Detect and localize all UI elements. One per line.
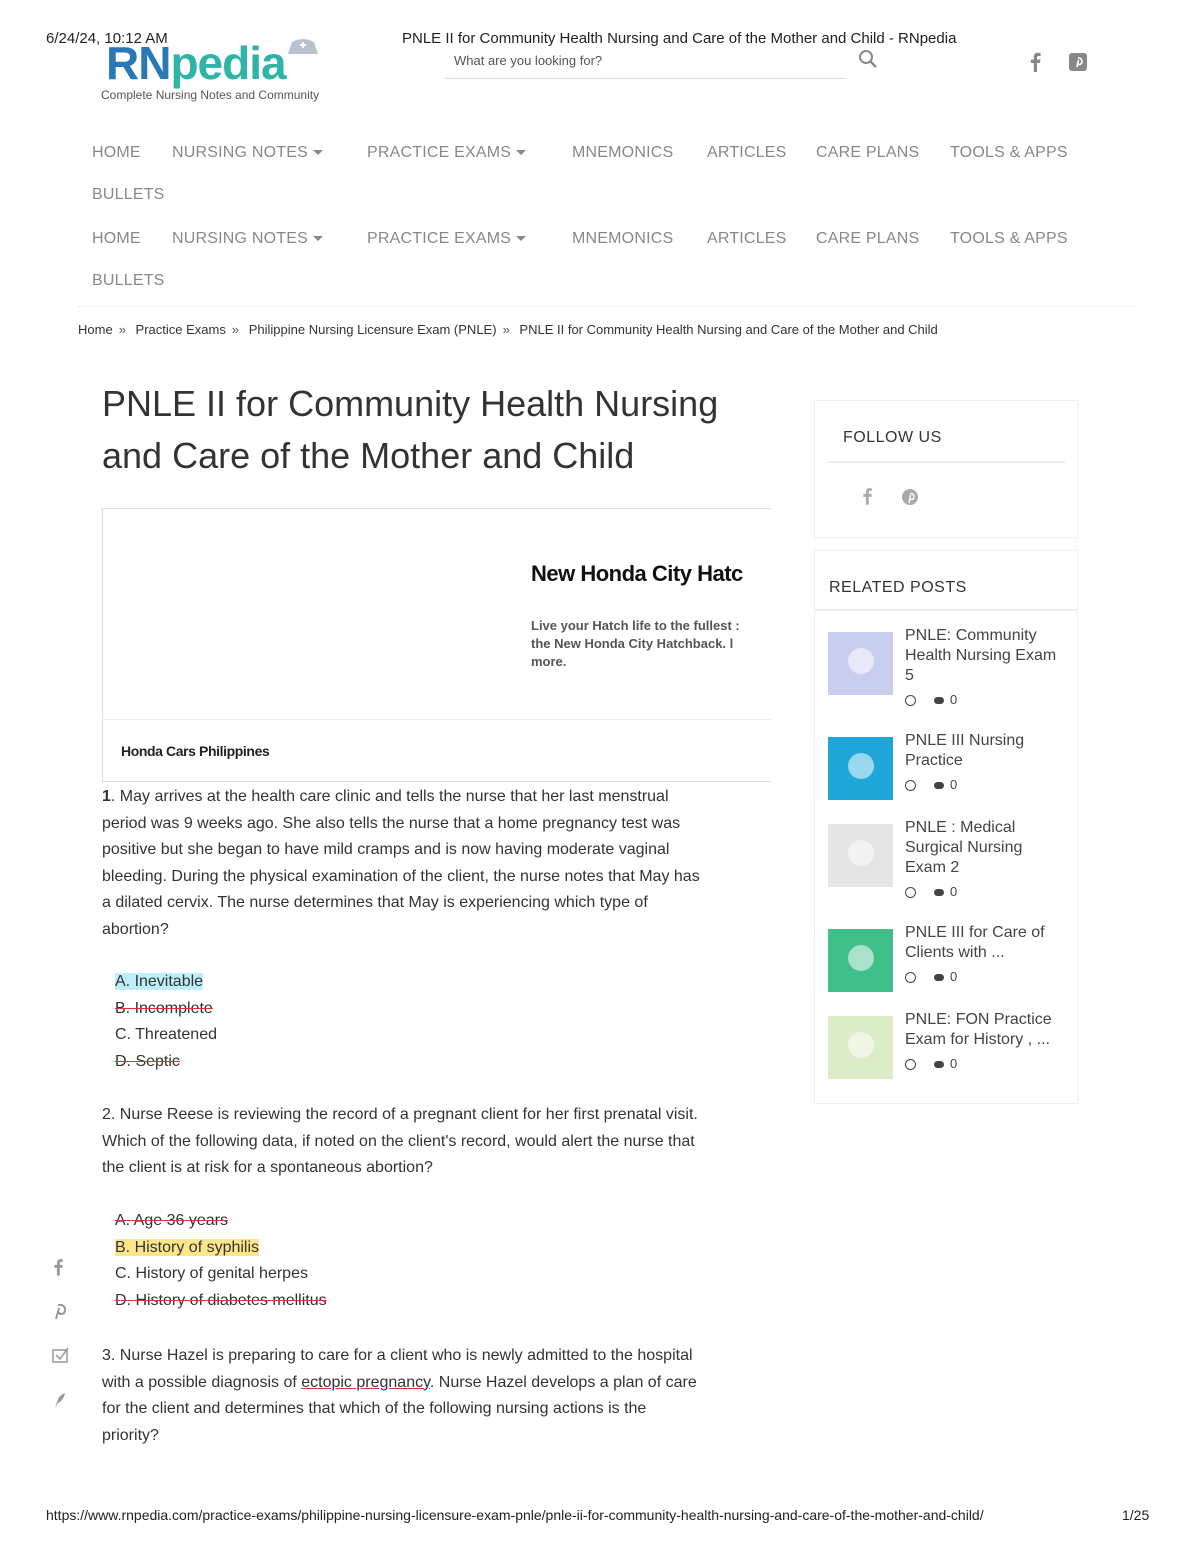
- ad-body: [531, 617, 740, 671]
- nav-nursing-notes[interactable]: [172, 230, 323, 248]
- related-post[interactable]: [828, 819, 1068, 902]
- nav-label: PRACTICE EXAMS: [367, 144, 512, 161]
- related-post-title-line: PNLE III Nursing: [905, 732, 1025, 749]
- logo-tagline: Complete Nursing Notes and Community: [101, 88, 320, 102]
- answer-option[interactable]: [115, 1235, 327, 1262]
- related-post-meta: [905, 884, 957, 899]
- related-post-title-line: 5: [905, 667, 914, 684]
- answer-option-text: B. Incomplete: [115, 999, 213, 1017]
- related-post-title[interactable]: [905, 923, 1045, 963]
- related-post-thumbnail[interactable]: [828, 632, 893, 695]
- follow-us-title: FOLLOW US: [843, 429, 942, 446]
- nav-label: BULLETS: [92, 272, 165, 289]
- question-text: Nurse Hazel is preparing to care for a client who is newly admitted to the hospital: [119, 1347, 693, 1364]
- nav-label: NURSING NOTES: [172, 230, 308, 247]
- answer-option-text: D. Septic: [115, 1052, 180, 1070]
- caret-down-icon: [516, 150, 526, 155]
- question-text: priority?: [102, 1426, 159, 1444]
- pinterest-icon[interactable]: [1068, 52, 1088, 72]
- nav-label: MNEMONICS: [572, 230, 674, 247]
- answer-option-text: D. History of diabetes mellitus: [115, 1291, 327, 1309]
- answer-option[interactable]: [115, 1288, 327, 1315]
- related-post-title-line: Health Nursing Exam: [905, 647, 1057, 664]
- clock-icon: [905, 972, 916, 983]
- nav-label: ARTICLES: [707, 144, 787, 161]
- comments-icon: [934, 782, 944, 789]
- ad-headline[interactable]: New Honda City Hatc: [531, 561, 743, 586]
- advertisement[interactable]: [102, 508, 771, 782]
- search-input[interactable]: [444, 48, 846, 79]
- answer-option[interactable]: [115, 1208, 327, 1235]
- clock-icon: [905, 780, 916, 791]
- related-post-title[interactable]: [905, 1010, 1052, 1050]
- related-post-title-line: Exam for History , ...: [905, 1031, 1050, 1048]
- clock-icon: [905, 1059, 916, 1070]
- question-text: abortion?: [102, 920, 169, 938]
- clock-icon: [905, 695, 916, 706]
- ad-banner[interactable]: [103, 509, 771, 719]
- related-post[interactable]: [828, 627, 1068, 710]
- question-text: May arrives at the health care clinic and tells the nurse that her last menstrual: [119, 788, 669, 805]
- related-post[interactable]: [828, 924, 1068, 1007]
- ad-body-line: the New Honda City Hatchback. l: [531, 636, 734, 651]
- ectopic-pregnancy-link[interactable]: ectopic pregnancy: [301, 1373, 430, 1391]
- follow-facebook-icon[interactable]: [861, 487, 873, 505]
- comments-icon: [934, 974, 944, 981]
- related-post-thumbnail[interactable]: [828, 1016, 893, 1079]
- nav-home[interactable]: [92, 230, 141, 248]
- related-post-title[interactable]: [905, 818, 1022, 878]
- nav-label: CARE PLANS: [816, 144, 920, 161]
- ad-body-line: more.: [531, 654, 567, 669]
- nav-home[interactable]: [92, 144, 141, 162]
- question-text: a dilated cervix. The nurse determines that May is experiencing which type of: [102, 894, 648, 911]
- related-post-meta: [905, 1056, 957, 1071]
- nav-practice-exams[interactable]: [367, 230, 526, 248]
- answer-option[interactable]: [115, 1261, 327, 1288]
- answer-option[interactable]: [115, 1049, 217, 1076]
- question-text: for the client and determines that which of the following nursing actions is the: [102, 1400, 647, 1417]
- comments-icon: [934, 1061, 944, 1068]
- related-post-thumbnail[interactable]: [828, 929, 893, 992]
- question-text: the client is at risk for a spontaneous abortion?: [102, 1159, 433, 1176]
- nav-practice-exams[interactable]: [367, 144, 526, 162]
- nav-label: TOOLS & APPS: [950, 230, 1068, 247]
- nav-label: NURSING NOTES: [172, 144, 308, 161]
- related-post-title-line: PNLE III for Care of: [905, 924, 1045, 941]
- related-post-title[interactable]: [905, 731, 1024, 771]
- nav-label: PRACTICE EXAMS: [367, 230, 512, 247]
- nav-tools-apps[interactable]: [950, 230, 1068, 248]
- answer-option-text: B. History of syphilis: [115, 1238, 260, 1256]
- related-post-title-line: PNLE: Community: [905, 627, 1037, 644]
- share-pinterest-icon[interactable]: [52, 1302, 68, 1320]
- related-post-title-line: Exam 2: [905, 859, 960, 876]
- question-number: 3: [102, 1347, 111, 1364]
- question-2-options: [115, 1208, 327, 1314]
- question-text: positive but she began to have mild cramps and is now having moderate vaginal: [102, 841, 670, 858]
- related-post-title-line: Surgical Nursing: [905, 839, 1023, 856]
- question-text: period was 9 weeks ago. She also tells the nurse that a home pregnancy test was: [102, 814, 681, 832]
- nav-nursing-notes[interactable]: [172, 144, 323, 162]
- share-feather-icon[interactable]: [52, 1392, 66, 1410]
- nav-care-plans[interactable]: [816, 230, 919, 248]
- question-text: . Nurse Hazel develops a plan of care: [429, 1373, 697, 1391]
- nurse-cap-icon: [286, 38, 320, 58]
- print-page-number: 1/25: [1122, 1507, 1150, 1523]
- related-post-thumbnail[interactable]: [828, 737, 893, 800]
- nav-label: MNEMONICS: [572, 144, 674, 161]
- logo-rn: RN: [106, 37, 171, 89]
- comments-icon: [934, 889, 944, 896]
- breadcrumb-pnle[interactable]: Philippine Nursing Licensure Exam (PNLE): [248, 322, 497, 337]
- comment-count: 0: [950, 777, 958, 792]
- related-post-title-line: PNLE: FON Practice: [905, 1011, 1052, 1028]
- follow-us-widget: [814, 400, 1078, 538]
- print-doc-title: PNLE II for Community Health Nursing and Care of the Mother and Child - RNpedia: [402, 30, 957, 47]
- related-post-title-line: Clients with ...: [905, 944, 1005, 961]
- nav-label: HOME: [92, 144, 141, 161]
- question-1: 1. May arrives at the health care clinic and tells the nurse that her last menstrual period was 9 weeks ago. She also tells the nurse that a home pregnancy test was positive but she began to have mild cramps and is now having moderate vaginal bleeding. During the physical examination of the client, the nurse notes that May has a dilated cervix. The nurse determines that May is experiencing which type of abortion?: [102, 784, 772, 943]
- facebook-icon[interactable]: [1028, 52, 1042, 72]
- related-post[interactable]: [828, 1011, 1068, 1094]
- related-posts-title: RELATED POSTS: [829, 579, 967, 596]
- nav-articles[interactable]: [707, 144, 787, 162]
- breadcrumb: Home » Practice Exams » Philippine Nursing Licensure Exam (PNLE) » PNLE II for Community Health Nursing and Care of the Mother and Child: [78, 322, 938, 337]
- search-icon[interactable]: [858, 49, 878, 69]
- nav-label: HOME: [92, 230, 141, 247]
- question-1-options: [115, 969, 217, 1075]
- answer-option[interactable]: [115, 1022, 217, 1049]
- comment-count: 0: [950, 1056, 958, 1071]
- share-facebook-icon[interactable]: [52, 1257, 64, 1277]
- question-number: 2: [102, 1106, 111, 1123]
- comment-count: 0: [950, 692, 958, 707]
- question-2: 2. Nurse Reese is reviewing the record of a pregnant client for her first prenatal visit. Which of the following data, if noted on the client's record, would alert the nurse that the client is at risk for a spontaneous abortion?: [102, 1102, 772, 1182]
- nav-articles[interactable]: [707, 230, 787, 248]
- question-text: bleeding. During the physical examination of the client, the nurse notes that May has: [102, 867, 700, 885]
- answer-option-text: C. Threatened: [115, 1026, 217, 1043]
- breadcrumb-practice-exams[interactable]: Practice Exams: [135, 322, 226, 337]
- question-text: Nurse Reese is reviewing the record of a pregnant client for her first prenatal visit.: [119, 1106, 698, 1123]
- comment-count: 0: [950, 884, 958, 899]
- related-post[interactable]: [828, 732, 1068, 815]
- comments-icon: [934, 697, 944, 704]
- nav-care-plans[interactable]: [816, 144, 919, 162]
- site-logo[interactable]: [101, 37, 320, 102]
- related-post-title-line: PNLE : Medical: [905, 819, 1016, 836]
- nav-label: TOOLS & APPS: [950, 144, 1068, 161]
- caret-down-icon: [313, 236, 323, 241]
- nav-mnemonics[interactable]: [572, 230, 673, 248]
- share-email-icon[interactable]: [52, 1347, 70, 1365]
- answer-option-text: A. Age 36 years: [115, 1212, 228, 1229]
- related-post-meta: [905, 692, 957, 707]
- related-post-meta: [905, 969, 957, 984]
- ad-body-line: Live your Hatch life to the fullest :: [531, 618, 740, 633]
- ad-advertiser: Honda Cars Philippines: [121, 743, 270, 759]
- answer-option-text: C. History of genital herpes: [115, 1265, 308, 1282]
- related-post-meta: [905, 777, 957, 792]
- breadcrumb-current: PNLE II for Community Health Nursing and Care of the Mother and Child: [519, 322, 938, 337]
- question-3: 3. Nurse Hazel is preparing to care for a client who is newly admitted to the hospital with a possible diagnosis of ectopic pregnancy. Nurse Hazel develops a plan of care for the client and determines that which of the following nursing actions is the priority?: [102, 1343, 772, 1449]
- comment-count: 0: [950, 969, 958, 984]
- nav-tools-apps[interactable]: [950, 144, 1068, 162]
- breadcrumb-home[interactable]: Home: [78, 322, 113, 337]
- nav-label: ARTICLES: [707, 230, 787, 247]
- question-text: Which of the following data, if noted on the client's record, would alert the nurse that: [102, 1132, 695, 1150]
- nav-mnemonics[interactable]: [572, 144, 673, 162]
- nav-label: CARE PLANS: [816, 230, 920, 247]
- nav-bullets[interactable]: [92, 272, 165, 290]
- caret-down-icon: [313, 150, 323, 155]
- logo-pedia: pedia: [170, 37, 286, 89]
- question-number: 1: [102, 788, 111, 805]
- related-post-title[interactable]: [905, 626, 1056, 686]
- print-datetime: 6/24/24, 10:12 AM: [46, 30, 168, 47]
- page-title-line: and Care of the Mother and Child: [102, 435, 635, 476]
- print-url: https://www.rnpedia.com/practice-exams/philippine-nursing-licensure-exam-pnle/pnle-ii-for-community-health-nursing-and-care-of-the-mother-and-child/: [46, 1507, 984, 1523]
- related-post-thumbnail[interactable]: [828, 824, 893, 887]
- question-text: with a possible diagnosis of: [102, 1373, 302, 1391]
- related-post-title-line: Practice: [905, 752, 963, 769]
- page-title: [102, 378, 718, 482]
- answer-option[interactable]: [115, 969, 217, 996]
- nav-bullets[interactable]: [92, 186, 165, 204]
- clock-icon: [905, 887, 916, 898]
- follow-pinterest-icon[interactable]: [901, 488, 919, 506]
- search-placeholder: What are you looking for?: [454, 53, 603, 68]
- answer-option-text: A. Inevitable: [115, 973, 204, 990]
- caret-down-icon: [516, 236, 526, 241]
- answer-option[interactable]: [115, 996, 217, 1023]
- nav-label: BULLETS: [92, 186, 165, 203]
- page-title-line: PNLE II for Community Health Nursing: [102, 383, 719, 424]
